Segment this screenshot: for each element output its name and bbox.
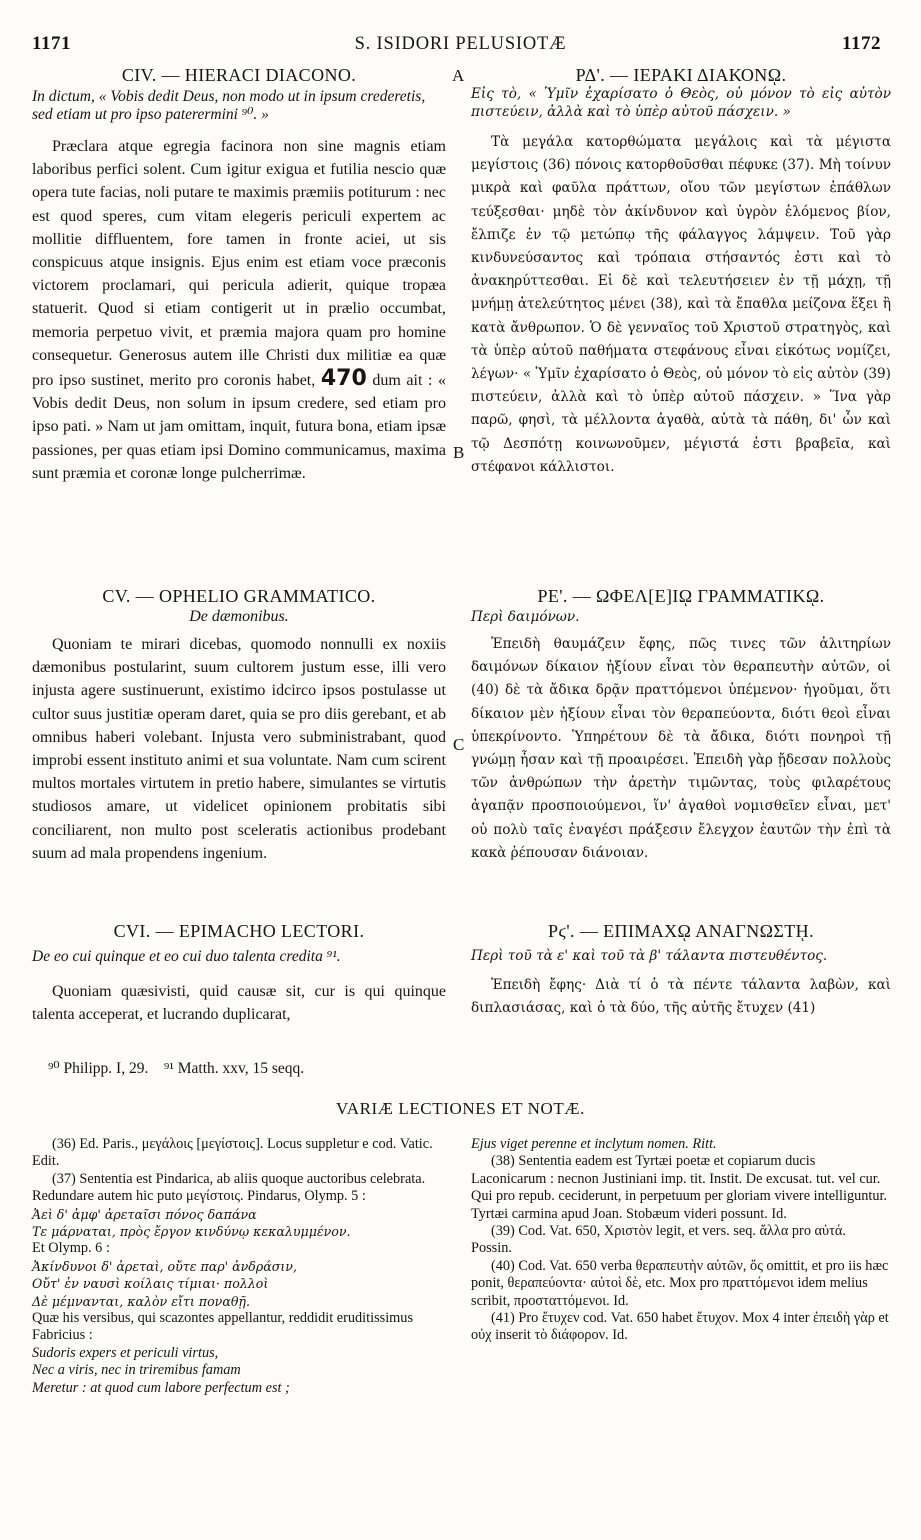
latin-body-cvi-text: Quoniam quæsivisti, quid causæ sit, cur is qui quinque talenta acceperat, et lucrando duplicarat, (32, 982, 446, 1023)
scripture-footnotes: ⁹⁰ Philipp. I, 29. ⁹¹ Matth. xxv, 15 seqq. (48, 1060, 305, 1077)
note-38: (38) Sententia eadem est Tyrtæi poetæ et copiarum ducis Laconicarum : necnon Justiniani imp. tit. Instit. De excusat. tut. vel cur. Qui pro repub. ceciderunt, in perpetuum per gloriam vivere intelliguntur. Tyrtæi carmina apud Joan. Stobæum videri possunt. Id. (471, 1153, 888, 1222)
notes-left-column (32, 1136, 452, 1397)
fabricius-verse-1: Sudoris expers et periculi virtus, (32, 1344, 219, 1361)
greek-body-rd-text: Τὰ μεγάλα κατορθώματα μεγάλοις καὶ τὰ μέγιστα μεγίστοις (36) πόνοις κατορθοῦσθαι πέφυκε (37). Μὴ τοίνυν μικρὰ καὶ φαῦλα πράττων, οἴου τῶν μεγίστων ἐπάθλων τεύξεσθαι· μηδὲ τὸν ἀκίνδυνον καὶ ὑγρὸν ἑλόμενος βίον, ἔλπιζε ἐν τῷ μετώπῳ τῆς φάλαγγος λάμψειν. Τοῦ γὰρ κινδυνεύσαντος καὶ τρόπαια στήσαντός ἐστι καὶ τὸ ἀνακηρύττεσθαι. Εἰ δὲ καὶ τελευτήσειεν ἐν τῇ μάχῃ, τῇ μνήμῃ ἀτελεύτητος μένει (38), καὶ τὰ ἔπαθλα μείζονα ἕξει ἢ κατὰ ἄνθρωπον. Ὁ δὲ γενναῖος τοῦ Χριστοῦ στρατηγὸς, καὶ τὰ ὑπὲρ αὐτοῦ παθήματα στεφάνους εἶναι εἰκότως νομίζει, λέγων· « Ὑμῖν ἐχαρίσατο ὁ Θεὸς, οὐ μόνον τὸ εἰς αὐτὸν (39) πιστεύειν, ἀλλὰ καὶ τὸ ὑπὲρ αὐτοῦ πάσχειν. » Ἵνα γὰρ παρῶ, φησὶ, τὰ μέλλοντα ἀγαθὰ, αὐτὰ τὰ πάθη, δι' ὧν καὶ τῷ Δεσπότῃ κοινωνοῦμεν, μέγιστά ἐστι βραβεῖα, καὶ στέφανοι κάλλιστοι. (471, 134, 891, 475)
greek-letter-body-re (471, 633, 891, 865)
latin-lemma-cvi: De eo cui quinque et eo cui duo talenta credita ⁹¹. (32, 948, 341, 965)
note-37: (37) Sententia est Pindarica, ab aliis quoque auctoribus celebrata. Redundare autem hic puto μεγίστοις. Pindarus, Olymp. 5 : (32, 1170, 426, 1205)
margin-marker-c: C (453, 735, 465, 754)
latin-column (32, 64, 446, 485)
latin-section-cvi (32, 920, 446, 1026)
latin-letter-body-cvi (32, 980, 446, 1026)
page-number-left: 1171 (32, 33, 71, 54)
greek-letter-body-rd (471, 131, 891, 479)
latin-letter-title-cvi: CVI. — EPIMACHO LECTORI. (113, 921, 365, 941)
latin-section-cv (32, 585, 446, 865)
margin-marker-b: B (453, 443, 465, 462)
notes-right-column (471, 1136, 889, 1345)
greek-lemma-rd: Εἰς τὸ, « Ὑμῖν ἐχαρίσατο ὁ Θεὸς, οὐ μόνον τὸ εἰς αὐτὸν πιστεύειν, ἀλλὰ καὶ τὸ ὑπὲρ αὐτοῦ πάσχειν. » (471, 86, 891, 120)
pindar-quote-2b: Οὔτ' ἐν ναυσὶ κοίλαις τίμιαι· πολλοὶ (32, 1276, 269, 1292)
pindar-quote-1a: Ἀεὶ δ' ἀμφ' ἀρεταῖσι πόνος δαπάνα (32, 1206, 257, 1222)
latin-body-cv-text: Quoniam te mirari dicebas, quomodo nonnulli ex noxiis dæmonibus postularint, suum cultorem justum esse, illi vero injusta agere sustinuerunt, existimo idcirco ipsos postulasse ut cultor suus justitiæ operam daret, quia se pro diis gerebant, et ab omnibus haberi volebant. Injusta vero subministrabant, quod improbi essent instituto animi et sua voluntate. Nam cum scirent multos mortales virtutem in pretio habere, simulantes se virtutis studiosos amare, ut videlicet opinionem probitatis sibi conciliarent, non multo post sceleratis actionibus prodebant suum ad mala propendens ingenium. (32, 636, 446, 862)
pindar-quote-2c: Δὲ μέμνανται, καλὸν εἴτι ποναθῇ. (32, 1293, 250, 1309)
latin-letter-body-civ (32, 135, 446, 485)
note-37-olymp6: Et Olymp. 6 : (32, 1240, 110, 1257)
latin-letter-title-civ: CIV. — HIERACI DIACONO. (121, 65, 357, 85)
greek-body-re-text: Ἐπειδὴ θαυμάζειν ἔφης, πῶς τινες τῶν ἀλιτηρίων δαιμόνων δίκαιον ἠξίουν εἶναι τὸν θεραπευτὴν αὐτῶν, οἱ (40) δὲ τὰ ἄδικα δρᾷν πραττόμενοι ὑπέμενον· ἡγοῦμαι, ὅτι δίκαιον μὲν ἠξίουν εἶναι τὸν θεραπεύοντα, διότι θεοὶ εἶναι ὑπεκρίνοντο. Ὑπηρέτουν δὲ τὰ ἄδικα, διότι πονηροὶ τῇ γνώμῃ ἦσαν καὶ τῇ προαιρέσει. Ἐπειδὴ γὰρ ᾔδεσαν πολλοὺς τῶν ἀνθρώπων τὴν ἀρετὴν τιμῶντας, τοὺς φιλαρέτους ἀγαπᾷν προσποιούμενοι, ἵν' ἀγαθοὶ νομισθεῖεν εἶναι, μετ' οὐ πολὺ ταῖς ἐναγέσι πράξεσιν ἔλεγχον ἑαυτῶν τὴν ἐπὶ τὰ κακὰ ῥέπουσαν διάνοιαν. (471, 636, 891, 861)
note-40: (40) Cod. Vat. 650 verba θεραπευτὴν αὐτῶν, ὅς omittit, et pro iis hæc ponit, θεραπεύοντα· αὐτοὶ δὲ, etc. Mox pro πραττόμενοι idem melius scribit, προσταττόμενοι. Id. (471, 1257, 889, 1309)
latin-body-civ-part2: dum ait : « Vobis dedit Deus, non solum in ipsum credere, sed etiam pro ipso pati. » Nam ut jam omittam, inquit, futura bona, etiam ipsæ passiones, per quas etiam ipsi Domino communicamus, maxima sunt præmia et coronæ longe pulcherrimæ. (32, 372, 447, 482)
greek-body-rs-text: Ἐπειδὴ ἔφης· Διὰ τί ὁ τὰ πέντε τάλαντα λαβὼν, καὶ διπλασιάσας, καὶ ὁ τὰ δύο, τῆς αὐτῆς ἔτυχεν (41) (471, 976, 891, 1016)
note-37-tail: Quæ his versibus, qui scazontes appellantur, reddidit eruditissimus Fabricius : (32, 1310, 414, 1344)
latin-letter-title-cv: CV. — OPHELIO GRAMMATICO. (102, 586, 376, 606)
note-37-continuation: Ejus viget perenne et inclytum nomen. Ritt. (471, 1136, 717, 1152)
greek-section-rs (471, 920, 891, 1020)
latin-subtitle-cv: De dæmonibus. (189, 608, 289, 625)
pindar-quote-2a: Ἀκίνδυνοι δ' ἀρεταὶ, οὔτε παρ' ἀνδράσιν, (32, 1258, 297, 1274)
fabricius-verse-2: Nec a viris, nec in triremibus famam (32, 1362, 241, 1379)
latin-lemma-civ: In dictum, « Vobis dedit Deus, non modo ut in ipsum crederetis, sed etiam ut pro ipso paterermini ⁹⁰. » (32, 88, 426, 123)
running-title: S. ISIDORI PELUSIOTÆ (354, 34, 567, 54)
greek-section-re (471, 585, 891, 865)
fabricius-verse-3: Meretur : at quod cum labore perfectum est ; (32, 1379, 290, 1396)
notes-heading: VARIÆ LECTIONES ET NOTÆ. (336, 1099, 585, 1118)
inline-page-number: 470 (320, 366, 367, 392)
greek-letter-body-rs (471, 974, 891, 1020)
greek-letter-title-rs: Ρϛ'. — ΕΠΙΜΑΧῼ ΑΝΑΓΝΩΣΤῌ. (548, 921, 814, 941)
note-36: (36) Ed. Paris., μεγάλοις [μεγίστοις]. Locus suppletur e cod. Vatic. Edit. (32, 1136, 433, 1170)
latin-letter-body-cv (32, 633, 446, 865)
note-41: (41) Pro ἔτυχεν cod. Vat. 650 habet ἔτυχον. Mox 4 inter ἐπειδὴ γὰρ et οὐχ inserit τὸ διάφορον. Id. (471, 1310, 889, 1344)
page-number-right: 1172 (842, 33, 881, 54)
greek-subtitle-re: Περὶ δαιμόνων. (471, 609, 580, 625)
note-39: (39) Cod. Vat. 650, Χριστὸν legit, et vers. seq. ἄλλα pro αὐτά. Possin. (471, 1223, 846, 1257)
latin-body-civ-part1: Præclara atque egregia facinora non sine magnis etiam laboribus perfici solent. Cum igitur exigua et futilia nescio quæ opera tute facias, noli putare te maximis præmiis potiturum : nec est quod speres, cum vitam elegeris periculi expertem ac mollitie diffluentem, fore tamen in fronte aciei, ut sis conspicuus atque insignis. Ejus enim est etiam voce præconis victorem proclamari, qui pericula adierit, quique tropæa statuerit. Quod si etiam contigerit ut in prælio occumbat, memoria perpetuo vivit, et præmia majora quam pro homine consequetur. Generosus autem ille Christi dux militiæ ea quæ pro ipso sustinet, merito pro coronis habet, (32, 138, 446, 390)
margin-marker-a: A (452, 66, 465, 85)
greek-letter-title-re: ΡΕ'. — ΩΦΕΛ[Ε]Ιῼ ΓΡΑΜΜΑΤΙΚῼ. (537, 586, 825, 606)
greek-lemma-rs: Περὶ τοῦ τὰ ε' καὶ τοῦ τὰ β' τάλαντα πιστευθέντος. (471, 948, 828, 964)
greek-column (471, 64, 891, 479)
pindar-quote-1b: Τε μάρναται, πρὸς ἔργον κινδύνῳ κεκαλυμμένον. (32, 1224, 351, 1240)
greek-letter-title-rd: ΡΔ'. — ΙΕΡΑΚΙ ΔΙΑΚΟΝῼ. (575, 65, 787, 85)
